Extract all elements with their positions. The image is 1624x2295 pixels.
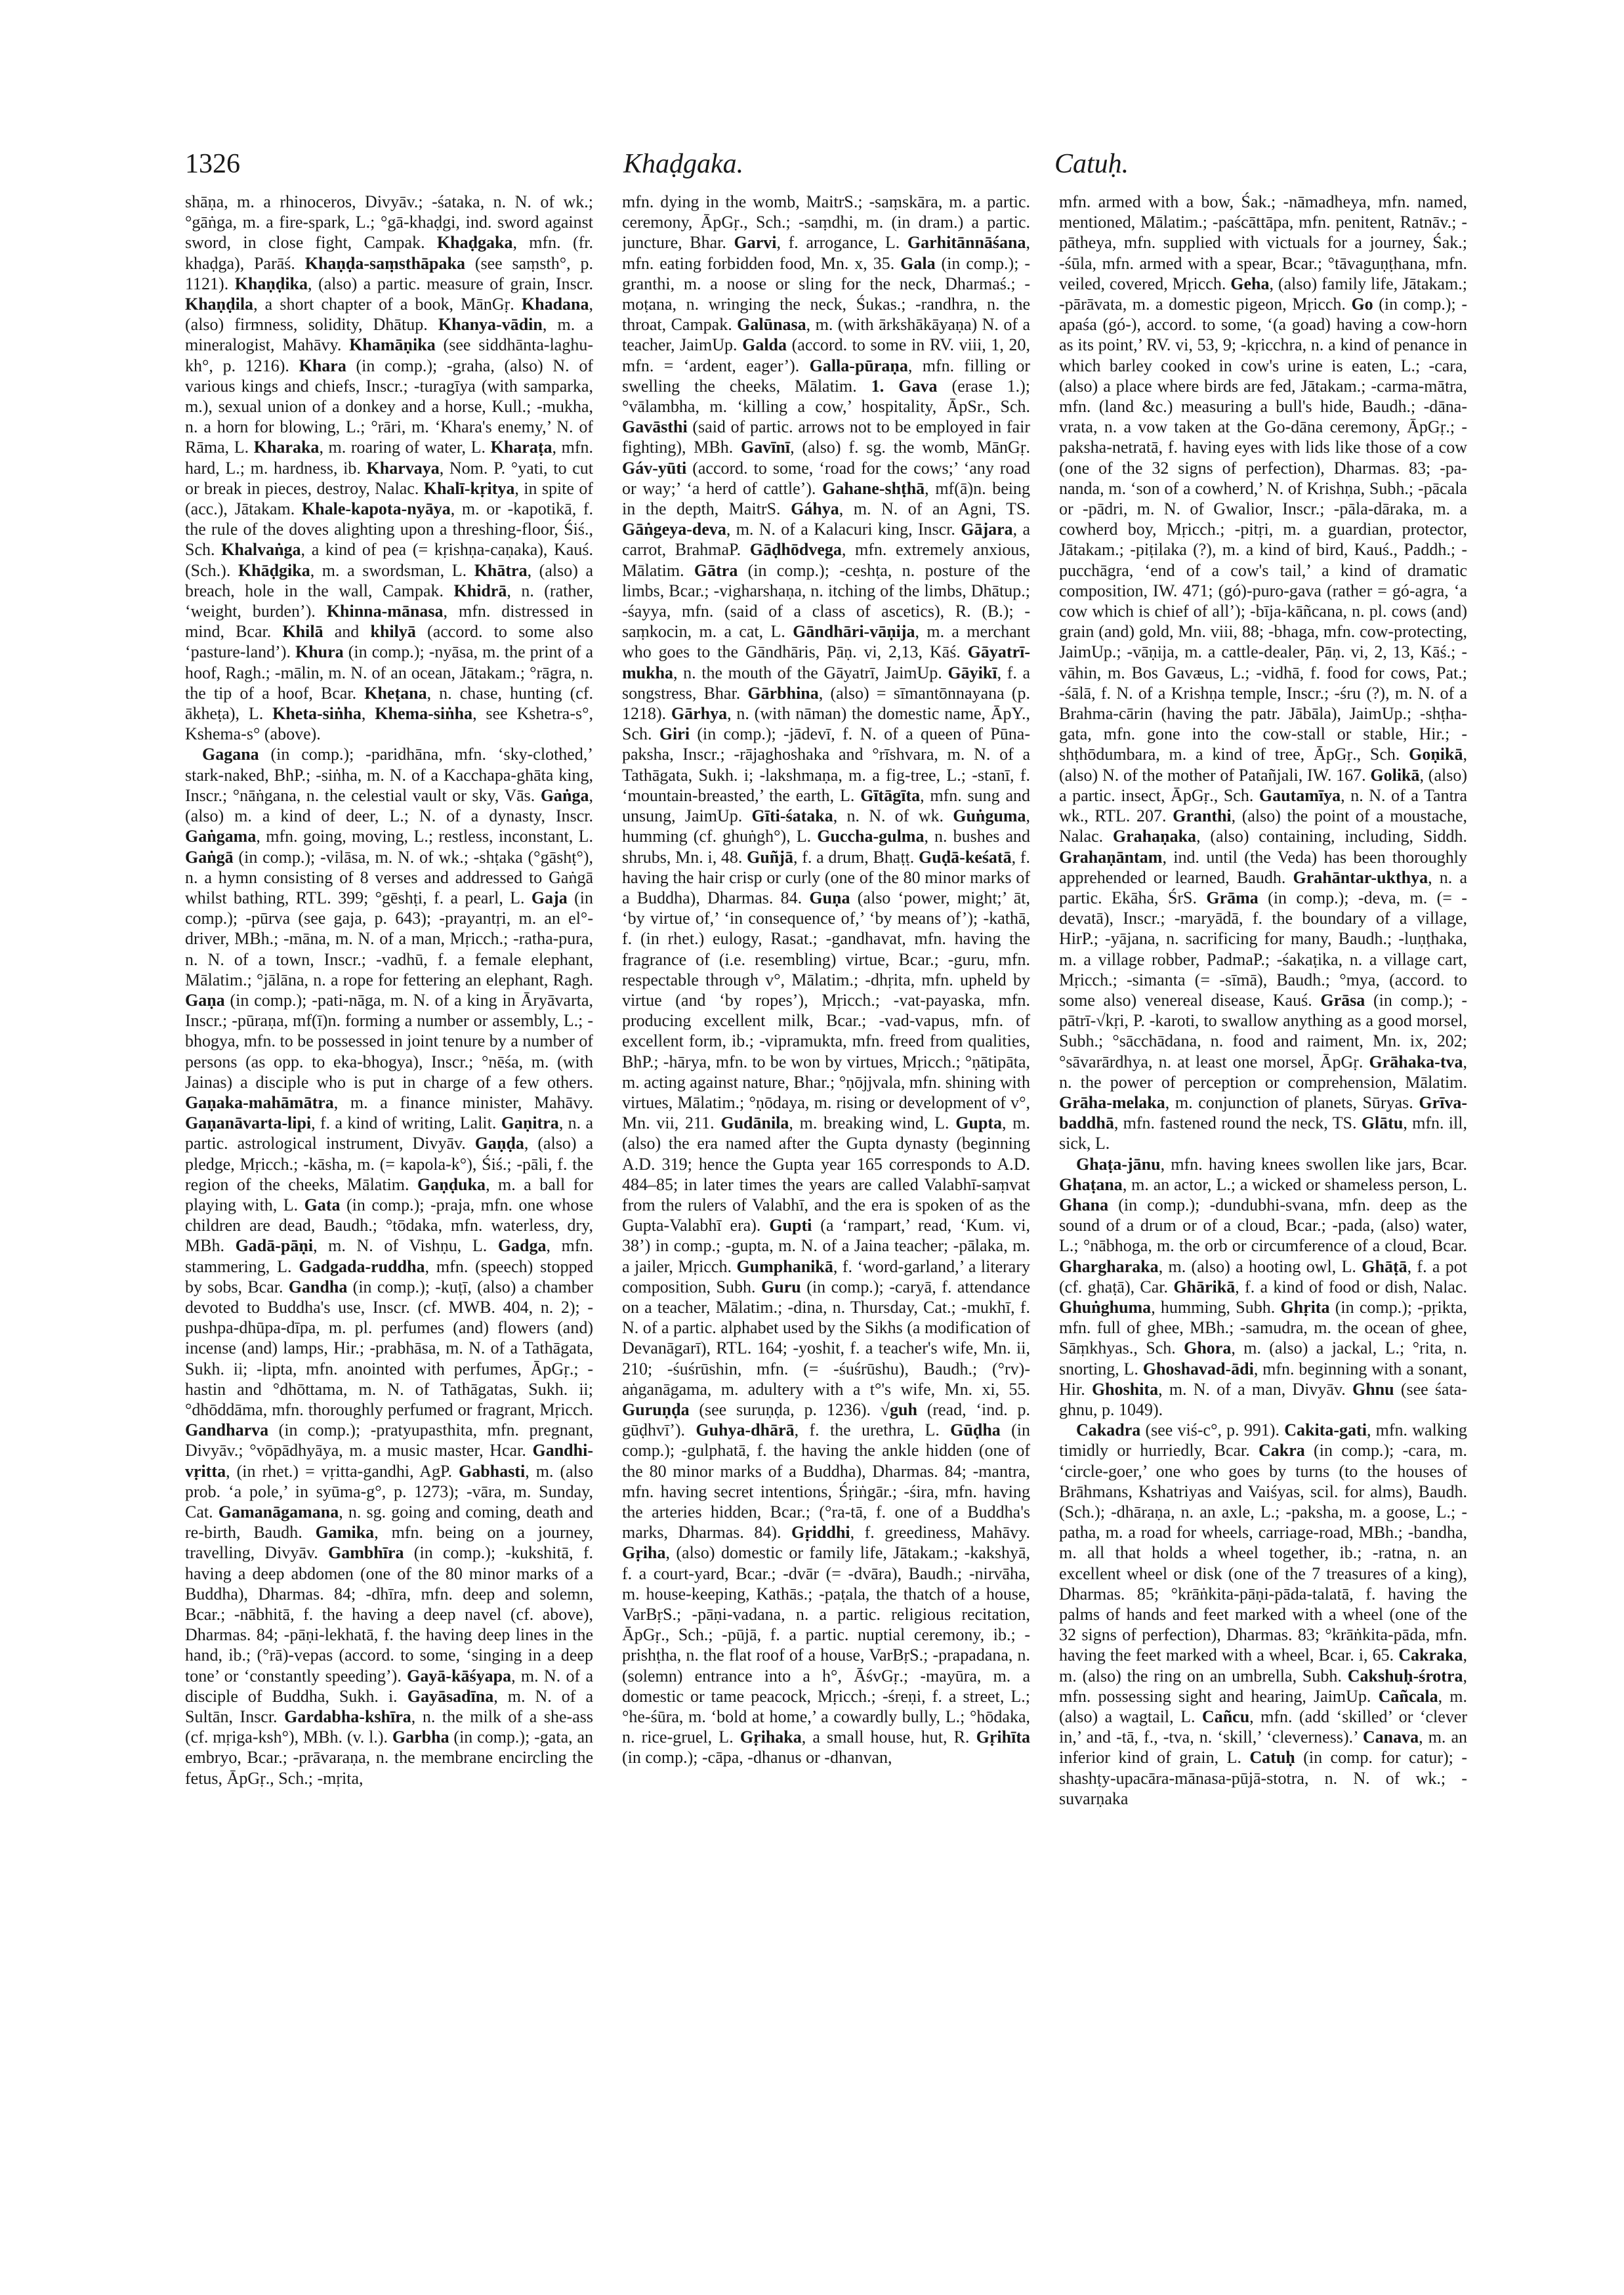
entry-text: , humming (cf. ghuṅgh°), L.: [622, 806, 1030, 846]
right-guide-word: Catuḥ.: [1054, 149, 1129, 179]
entry-paragraph: [1059, 192, 1467, 1154]
headword: Giri: [659, 724, 690, 744]
entry-text: , (also) a pledge, Mṛicch.; -kāsha, m. (= kapola-k°), Śiś.; -pāli, f. the region of the cheeks, Mālatim.: [185, 1134, 593, 1194]
headword: Geha: [1230, 274, 1270, 293]
entry-text: , mfn. having knees swollen like jars, Bcar.: [1160, 1154, 1467, 1174]
entry-text: , m. a swordsman, L.: [310, 560, 474, 580]
headword: Gandharva: [185, 1420, 269, 1440]
entry-text: and: [323, 622, 371, 642]
entry-text: , (also) the point of a moustache, Nalac.: [1059, 806, 1467, 846]
entry-text: mfn. armed with a bow, Śak.; -nāmadheya, mfn. named, mentioned, Mālatim.; -paścāttāpa, mfn. penitent, Ratnāv.; -pātheya, mfn. supplied with victuals for a journey, Śak.; -śūla, mfn. armed with a spear, Bcar.; °tāvaguṇṭhana, mfn. veiled, covered, Mṛicch.: [1059, 192, 1467, 293]
headword: Grahaṇāntam: [1059, 847, 1163, 867]
headword: Grahāntar-ukthya: [1293, 867, 1428, 887]
text-column-2: [622, 192, 1030, 2252]
entry-text: , f. a kind of writing, Lalit.: [311, 1113, 501, 1133]
entry-text: , n. (with nāman) the domestic name, ĀpY., Sch.: [622, 704, 1030, 744]
entry-text: , n. N. of a Tantra wk., RTL. 207.: [1059, 785, 1467, 826]
headword: Grīva-baddhā: [1059, 1092, 1467, 1133]
headword: Gārhya: [671, 704, 728, 724]
headword: Gaṇḍa: [474, 1134, 524, 1153]
entry-text: (accord. to some, ‘road for the cows;’ ‘any road or way;’ ‘a herd of cattle’).: [622, 458, 1030, 498]
entry-text: , m. an inferior kind of grain, L.: [1059, 1727, 1467, 1768]
entry-text: , f. the urethra, L.: [794, 1420, 951, 1440]
headword: Gaṅgama: [185, 827, 257, 846]
headword: Khura: [295, 642, 344, 662]
headword: Gṛiddhi: [791, 1523, 850, 1542]
entry-text: , m. roaring of water, L.: [319, 438, 491, 457]
entry-text: , m. a ball for playing with, L.: [185, 1174, 593, 1214]
entry-text: , m. (with ārkshākāyaṇa) N. of a teacher, JaimUp.: [622, 315, 1030, 355]
entry-text: , (in rhet.) = vṛitta-gandhi, AgP.: [226, 1461, 459, 1481]
entry-text: ,: [361, 704, 375, 724]
entry-text: (accord. to some also ‘pasture-land’).: [185, 622, 593, 662]
headword: Ghṛita: [1280, 1297, 1330, 1317]
entry-text: (in comp.); -pātrī-√kṛi, P. -karoti, to swallow anything as a good morsel, Subh.; °sācchādana, n. food and raiment, Mn. ix, 202; °sāvarārdhya, n. at least one morsel, ĀpGṛ.: [1059, 990, 1467, 1071]
headword: Gumphanikā: [736, 1256, 833, 1276]
headword: Khidrā: [453, 581, 507, 600]
headword: Khaḍgaka: [436, 233, 513, 253]
entry-text: , m. conjunction of planets, Sūryas.: [1165, 1092, 1419, 1112]
headword: Gardabha-kshīra: [284, 1707, 411, 1727]
headword: Gūḍha: [950, 1420, 1001, 1440]
entry-text: (in comp.); -graha, (also) N. of various kings and chiefs, Inscr.; -turagīya (with samparka, m.), sexual union of a donkey and a horse, Kull.; -mukha, n. a horn for blowing, L.; °rāri, m. ‘Khara's enemy,’ N. of Rāma, L.: [185, 356, 593, 457]
headword: Ghārikā: [1173, 1277, 1236, 1296]
entry-text: (in comp.); -apaśa (gó-), accord. to some, ‘(a goad) having a cow-horn as its point,’ RV. vi, 53, 9; -kṛicchra, n. a kind of penance in which barley cooked in cow's urine is eaten, L.; -cara, (also) a place where birds are fed, Jātakam.; -carma-mātra, mfn. (land &c.) measuring a bull's hide, Baudh.; -dāna-vrata, n. a vow taken at the Go-dāna ceremony, ĀpGṛ.; -paksha-netratā, f. having eyes with lids like those of a cow (one of the 32 signs of perfection), Dharmas. 83; -pa-nanda, m. ‘son of a cowherd,’ N. of Krishṇa, Subh.; -pācala or -pādri, m. N. of Gwalior, Inscr.; -pāla-dāraka, m. a cowherd boy, Mṛicch.; -pitṛi, m. a guardian, protector, Jātakam.; -piṭilaka (?), m. a kind of bird, Kauś., Paddh.; -pucchāgra, ‘end of a cow's tail,’ a kind of dramatic composition, IW. 471; (gó)-puro-gava (rather = gó-agra, ‘a cow which is chief of all’); -bīja-kāñcana, n. pl. cows (and) grain (and) gold, Mn. viii, 88; -bhaga, mfn. cow-protecting, JaimUp.; -vāṇija, m. a cattle-dealer, Pāṇ. vi, 2, 13, Kāś.; -vāhin, m. Bos Gavæus, L.; -vidhā, f. food for cows, Pat.; -śālā, f. N. of a Krishṇa temple, Inscr.; -śru (?), m. N. of a Brahma-cārin (having the patr. Jābāla), JaimUp.; -shṭha-gata, mfn. gone into the cow-stall or stable, Hir.; -shṭhōdumbara, m. a kind of tree, ĀpGṛ., Sch.: [1059, 295, 1467, 764]
headword: Gītāgīta: [860, 785, 921, 805]
entry-text: , n. the power of perception or comprehension, Mālatim.: [1059, 1052, 1467, 1092]
headword: Gupti: [769, 1216, 812, 1235]
entry-text: , m. an actor, L.; a wicked or shameless person, L.: [1122, 1174, 1467, 1194]
headword: Gamanāgamana: [218, 1502, 339, 1521]
headword: Guccha-gulma: [817, 827, 925, 846]
entry-text: (read, ‘ind. p. gūḍhvī’).: [622, 1399, 1030, 1440]
entry-text: (a ‘rampart,’ read, ‘Kum. vi, 38’) in comp.; -gupta, m. N. of a Jaina teacher; -pālaka, m. a jailer, Mṛicch.: [622, 1216, 1030, 1276]
headword: Ghoshita: [1091, 1379, 1159, 1399]
entry-text: , f. having the hair crisp or curly (one of the 80 minor marks of a Buddha), Dharmas. 84.: [622, 847, 1030, 907]
entry-text: , a kind of pea (= kṛishṇa-caṇaka), Kauś. (Sch.).: [185, 540, 593, 580]
headword: Gāḍhōdvega: [749, 540, 842, 560]
entry-text: , f. a songstress, Bhar.: [622, 663, 1030, 703]
headword: Khale-kapota-nyāya: [301, 499, 451, 519]
entry-paragraph: [185, 192, 593, 744]
headword: Glātu: [1361, 1113, 1404, 1133]
headword: Garhitānnāśana: [907, 233, 1026, 253]
entry-text: , (also) family life, Jātakam.; -pārāvata, m. a domestic pigeon, Mṛicch.: [1059, 274, 1467, 314]
entry-text: , mfn. stammering, L.: [185, 1236, 593, 1276]
headword: Gaṇitra: [501, 1113, 559, 1133]
headword: Gāyatrī-mukha: [622, 642, 1030, 682]
headword: Gṛiha: [622, 1543, 666, 1563]
entry-text: (in comp.); -gulphatā, f. the having the ankle hidden (one of the 80 minor marks of a Buddha), Dharmas. 84; -mantra, mfn. having secret intentions, Śṛiṅgār.; -śira, mfn. having the arteries hidden, Bcar.; (°ra-tā, f. one of a Buddha's marks, Dharmas. 84).: [622, 1420, 1030, 1542]
entry-text: , (also) f. sg. the womb, MānGṛ.: [790, 438, 1030, 457]
entry-text: , m. N. of an Agni, TS.: [839, 499, 1030, 519]
page-number: 1326: [185, 149, 240, 179]
headword: Ghāṭā: [1362, 1256, 1407, 1276]
headword: Guñjā: [747, 847, 793, 867]
text-column-3: [1059, 192, 1467, 2252]
entry-text: , mf(ā)n. being in the depth, MaitrS.: [622, 478, 1030, 519]
entry-text: (in comp.); -praja, mfn. one whose children are dead, Baudh.; °tōdaka, mfn. waterless, dry, MBh.: [185, 1195, 593, 1256]
entry-text: , m. or -kapotikā, f. the rule of the doves alighting upon a threshing-floor, Śiś., Sch.: [185, 499, 593, 560]
headword: Gṛihaka: [739, 1727, 802, 1747]
headword: Garbha: [392, 1727, 449, 1747]
entry-text: (in comp.); -ceshṭa, n. posture of the limbs, Bcar.; -vigharshaṇa, n. itching of the limbs, Dhātup.; -śayya, mfn. (said of a class of ascetics), R. (B.); -saṃkocin, m. a cat, L.: [622, 560, 1030, 642]
entry-paragraph: [185, 744, 593, 1788]
entry-text: , m. N. of a Kalacuri king, Inscr.: [726, 520, 961, 539]
headword: Grāsa: [1320, 990, 1365, 1010]
headword: Kharaka: [253, 438, 320, 457]
entry-text: (in comp.); -deva, m. (= -devatā), Inscr.; -maryādā, f. the boundary of a village, HirP.; -yājana, n. sacrificing for many, Baudh.; -luṇṭhaka, m. a village robber, PadmaP.; -śakaṭika, n. a village cart, Mṛicch.; -simanta (= -sīmā), Baudh.; °mya, (accord. to some also) venereal disease, Kauś.: [1059, 888, 1467, 1010]
entry-text: , n. the mouth of the Gāyatrī, JaimUp.: [673, 663, 948, 682]
headword: Guhya-dhārā: [696, 1420, 795, 1440]
entry-text: , m. (also) the era named after the Gupta dynasty (beginning A.D. 319; hence the Gupta year 165 corresponds to A.D. 484–85; in later times the years are called Valabhī-saṃvat from the rulers of Valabhī, and the era is spoken of as the Gupta-Valabhī era).: [622, 1113, 1030, 1235]
entry-text: , mfn. extremely anxious, Mālatim.: [622, 540, 1030, 580]
headword: Kheṭana: [364, 683, 427, 703]
entry-text: (also ‘power, might;’ āt, ‘by virtue of,’ ‘in consequence of,’ ‘by means of’); -kathā, f. (in rhet.) eulogy, Rasat.; -gandhavat, mfn. having the fragrance of (i.e. resembling) virtue, Bcar.; -guru, mfn. respectable through v°, Mālatim.; -dhṛita, mfn. upheld by virtue (and ‘by ropes’), Mṛicch.; -vat-payaska, mfn. producing excellent milk, Bcar.; -vad-vapus, mfn. of excellent form, ib.; -vipramukta, mfn. freed from qualities, BhP.; -hārya, mfn. to be won by virtues, Mṛicch.; °ṇātipāta, m. acting against nature, Bhar.; °ṇōjjvala, mfn. shining with virtues, Mālatim.; °ṇōdaya, m. rising or development of v°, Mn. vii, 211.: [622, 888, 1030, 1133]
entry-text: , (also) m. a kind of deer, L.; N. of a dynasty, Inscr.: [185, 785, 593, 826]
headword: Grahaṇaka: [1112, 827, 1197, 846]
entry-text: , (also) a breach, hole in the wall, Campak.: [185, 560, 593, 600]
entry-text: , m. (also prob. ‘a pole,’ in syūma-g°, p. 1273); -vāra, m. Sunday, Cat.: [185, 1461, 593, 1521]
headword: Gaṇaka-mahāmātra: [185, 1092, 334, 1112]
headword: Gahane-shṭhā: [822, 478, 925, 498]
entry-text: (in comp.); -kukshitā, f. having a deep abdomen (one of the 80 minor marks of a Buddha), Dharmas. 84; -dhīra, mfn. deep and solemn, Bcar.; -nābhitā, f. the having a deep navel (cf. above), Dharmas. 84; -pāṇi-lekhatā, f. the having deep lines in the hand, ib.; (°rā)-vepas (accord. to some, ‘singing in a deep tone’ or ‘constantly speeding’).: [185, 1543, 593, 1685]
headword: Gayā-kāśyapa: [407, 1666, 512, 1685]
entry-text: , mfn. filling or swelling the cheeks, Mālatim.: [622, 356, 1030, 396]
entry-text: , mfn. fastened round the neck, TS.: [1114, 1113, 1362, 1133]
headword: Guruṇḍa: [622, 1399, 690, 1419]
headword: Ghoshavad-ādi: [1142, 1359, 1254, 1378]
entry-text: (erase 1.); °vālambha, m. ‘killing a cow,’ hospitality, ĀpSr., Sch.: [622, 376, 1030, 417]
headword: Gāndhāri-vāṇija: [793, 622, 915, 642]
headword: Khinna-mānasa: [326, 602, 444, 621]
entry-text: , mfn. being on a journey, travelling, Divyāv.: [185, 1523, 593, 1563]
entry-text: , (also) a partic. measure of grain, Inscr.: [308, 274, 593, 293]
entry-text: (in comp.); -pati-nāga, m. N. of a king in Āryāvarta, Inscr.; -pūraṇa, mf(ī)n. forming a number or assembly, L.; -bhogya, mfn. to be possessed in joint tenure by a number of persons (as opp. to eka-bhogya), Inscr.; °nēśa, m. (with Jainas) a disciple who is put in charge of a few others.: [185, 990, 593, 1092]
entry-text: , m. N. of a Sultān, Inscr.: [185, 1686, 593, 1727]
headword: Canava: [1362, 1727, 1419, 1747]
headword: Gāṅgeya-deva: [622, 520, 726, 539]
headword: Gaṇanāvarta-lipi: [185, 1113, 312, 1133]
headword: Ghargharaka: [1059, 1256, 1159, 1276]
headword: Cakraka: [1398, 1645, 1463, 1665]
headword: Gaṇa: [185, 990, 225, 1010]
entry-text: , m. (also) a hooting owl, L.: [1158, 1256, 1362, 1276]
entry-text: , (also) containing, including, Siddh.: [1196, 827, 1467, 846]
page-header: [185, 146, 1472, 182]
entry-text: (said of partic. arrows not to be employed in fair fighting), MBh.: [622, 417, 1030, 457]
headword: Khalvaṅga: [221, 540, 301, 560]
headword: Gaja: [531, 888, 568, 907]
entry-text: , n. a partic. Ekāha, ŚrS.: [1059, 867, 1467, 907]
headword: Gupta: [955, 1113, 1003, 1133]
entry-text: , mfn. (speech) stopped by sobs, Bcar.: [185, 1256, 593, 1296]
headword: Kharaṭa: [490, 438, 552, 457]
headword: Guṇa: [809, 888, 850, 907]
entry-text: (in comp.); -cāpa, -dhanus or -dhanvan,: [622, 1748, 892, 1768]
entry-text: (in comp.); -gata, an embryo, Bcar.; -prāvaraṇa, n. the membrane encircling the fetus, ĀpGṛ., Sch.; -mṛita,: [185, 1727, 593, 1788]
entry-text: , in spite of (acc.), Jātakam.: [185, 478, 593, 519]
entry-text: , a short chapter of a book, MānGṛ.: [253, 295, 522, 314]
headword: Khāḍgika: [238, 560, 310, 580]
headword: Grāha-melaka: [1059, 1092, 1165, 1112]
entry-text: (in comp.); -pūrva (see gaja, p. 643); -prayantṛi, m. an el°-driver, MBh.; -māna, m. N. of a man, Mṛicch.; -ratha-pura, n. N. of a town, Inscr.; -vadhū, f. a female elephant, Mālatim.; °jālāna, n. a rope for fettering an elephant, Ragh.: [185, 888, 593, 989]
entry-text: , m. a mineralogist, Mahāvy.: [185, 315, 593, 355]
headword: Ghuṅghuma: [1059, 1297, 1152, 1317]
headword: Cakshuḥ-śrotra: [1347, 1666, 1463, 1685]
headword: Gáhya: [791, 499, 839, 519]
entry-text: , mfn. hard, L.; m. hardness, ib.: [185, 438, 593, 478]
headword: Galda: [742, 335, 787, 355]
entry-text: , (also) domestic or family life, Jātakam.; -kakshyā, f. a court-yard, Bcar.; -dvār (= -dvāra), Baudh.; -nirvāha, m. house-keeping, Kathās.; -paṭala, the thatch of a house, VarBṛS.; -pāṇi-vadana, n. a partic. religious recitation, ĀpGṛ., Sch.; -pūjā, f. a partic. nuptial ceremony, ib.; -prishṭha, n. the flat roof of a house, VarBṛS.; -prapadana, n. (solemn) entrance into a h°, ĀśvGṛ.; -mayūra, m. a domestic or tame peacock, Mṛicch.; -śreṇi, f. a street, L.; °he-śūra, m. ‘bold at home,’ a cowardly bully, L.; °hōdaka, n. rice-gruel, L.: [622, 1543, 1030, 1747]
headword: Cakita-gati: [1284, 1420, 1367, 1440]
headword: Gandhi-vṛitta: [185, 1441, 593, 1481]
entry-text: , ind. until (the Veda) has been thoroughly apprehended or learned, Baudh.: [1059, 847, 1467, 887]
entry-text: (in comp.); -pṛikta, mfn. full of ghee, MBh.; -samudra, m. the ocean of ghee, Sāṃkhyas., Sch.: [1059, 1297, 1467, 1358]
entry-text: (see saṃsth°, p. 1121).: [185, 253, 593, 293]
entry-text: , n. chase, hunting (cf. ākheṭa), L.: [185, 683, 593, 724]
entry-text: , a carrot, BrahmaP.: [622, 520, 1030, 560]
headword: Khadana: [521, 295, 589, 314]
headword: Kharvaya: [366, 458, 440, 478]
headword: Ghana: [1059, 1195, 1109, 1214]
headword: Khalī-kṛitya: [423, 478, 515, 498]
headword: Gadgada-ruddha: [299, 1256, 425, 1276]
headword: Cañcu: [1201, 1707, 1250, 1727]
headword: Go: [1351, 295, 1373, 314]
entry-text: , (also) N. of the mother of Patañjali, IW. 167.: [1059, 745, 1467, 785]
headword: Grāhaka-tva: [1369, 1052, 1463, 1071]
entry-text: , f. a kind of food or dish, Nalac.: [1235, 1277, 1467, 1296]
entry-text: (in comp.); -pratyupasthita, mfn. pregnant, Divyāv.; °vōpādhyāya, m. a music master, Hcar.: [185, 1420, 593, 1460]
entry-text: , (also) firmness, solidity, Dhātup.: [185, 295, 593, 335]
headword: √guh: [880, 1399, 917, 1419]
headword: Kheta-siṅha: [272, 704, 362, 724]
entry-text: (in comp.); -vilāsa, m. N. of wk.; -shṭaka (°gāshṭ°), n. a hymn consisting of 8 verses and addressed to Gaṅgā whilst bathing, RTL. 399; °gēshṭi, f. a pearl, L.: [185, 847, 593, 907]
headword: Ghaṭana: [1059, 1174, 1123, 1194]
headword: Gudānila: [720, 1113, 789, 1133]
headword: Grāma: [1206, 888, 1259, 907]
headword: Khara: [299, 356, 346, 375]
headword: Gaṅgā: [185, 847, 234, 867]
entry-paragraph: [622, 192, 1030, 1768]
entry-text: , mfn. (fr. khaḍga), Parāś.: [185, 233, 593, 273]
text-column-1: [185, 192, 593, 2252]
headword: Gadga: [497, 1236, 547, 1256]
entry-text: , m. (also) the ring on an umbrella, Subh.: [1059, 1645, 1467, 1685]
entry-text: , n. the milk of a she-ass (cf. mṛiga-ksh°), MBh. (v. l.).: [185, 1707, 593, 1747]
entry-text: , (also) = sīmantōnnayana (p. 1218).: [622, 683, 1030, 724]
headword: Guru: [761, 1277, 801, 1296]
entry-text: , mfn. (add ‘skilled’ or ‘clever in,’ and -tā, f., -tva, n. ‘skill,’ ‘cleverness).’: [1059, 1707, 1467, 1747]
entry-paragraph: [1059, 1420, 1467, 1809]
headword: Gautamīya: [1259, 785, 1341, 805]
entry-text: (see suruṇḍa, p. 1236).: [689, 1399, 881, 1419]
headword: Gavīnī: [740, 438, 791, 457]
entry-text: , n. a partic. astrological instrument, Divyāv.: [185, 1113, 593, 1153]
headword: 1. Gava: [871, 376, 938, 396]
entry-paragraph: [1059, 1154, 1467, 1420]
left-guide-word: Khaḍgaka.: [623, 149, 744, 179]
headword: Gātra: [694, 560, 738, 580]
entry-text: , mfn. possessing sight and hearing, JaimUp.: [1059, 1666, 1467, 1706]
headword: Khema-siṅha: [375, 704, 473, 724]
entry-text: (accord. to some in RV. viii, 1, 20, mfn. = ‘ardent, eager’).: [622, 335, 1030, 375]
headword: Ghnu: [1352, 1379, 1394, 1399]
headword: Galla-pūraṇa: [809, 356, 908, 375]
entry-text: , f. a drum, Bhaṭṭ.: [793, 847, 919, 867]
entry-text: , mfn. ill, sick, L.: [1059, 1113, 1467, 1153]
entry-text: (see siddhānta-laghu-kh°, p. 1216).: [185, 335, 593, 375]
entry-text: (in comp.); -cara, m. ‘circle-goer,’ one who goes by turns (to the houses of Brāhmans, Kshatriyas and Vaiśyas, scil. for alms), Baudh. (Sch.); -dhāraṇa, n. an axle, L.; -paksha, m. a goose, L.; -patha, m. a road for wheels, carriage-road, MBh.; -bandha, m. all that holds a wheel together, ib.; -ratna, n. an excellent wheel or disk (one of the 7 treasures of a king), Dharmas. 85; °krāṅkita-pāṇi-pāda-talatā, f. having the palms of hands and feet marked with a wheel (one of the 32 signs of perfection), Dharmas. 83; °krāṅkita-pāda, mfn. having the feet marked with a wheel, Bcar. i, 65.: [1059, 1441, 1467, 1665]
entry-text: (in comp.); -caryā, f. attendance on a teacher, Mālatim.; -dina, n. Thursday, Cat.; -mukhī, f. N. of a partic. alphabet used by the Sikhs (a modification of Devanāgarī), RTL. 164; -yoshit, f. a teacher's wife, Mn. ii, 210; -śuśrūshin, mfn. (= -śuśrūshu), Baudh.; (°rv)-aṅganāgama, m. adultery with a t°'s wife, Mn. xi, 55.: [622, 1277, 1030, 1399]
headword: khilyā: [370, 622, 416, 642]
headword: Khaṇḍila: [185, 295, 254, 314]
entry-text: , mfn. walking timidly or hurriedly, Bcar.: [1059, 1420, 1467, 1460]
entry-text: shāṇa, m. a rhinoceros, Divyāv.; -śataka, n. N. of wk.; °gāṅga, m. a fire-spark, L.; °gā-khaḍgi, ind. sword against sword, in close fight, Campak.: [185, 192, 593, 253]
entry-text: (in comp. for catur); -shashṭy-upacāra-mānasa-pūjā-stotra, n. N. of wk.; -suvarṇaka: [1059, 1748, 1467, 1808]
headword: Khaṇḍika: [234, 274, 308, 293]
entry-text: , mfn. going, moving, L.; restless, inconstant, L.: [256, 827, 593, 846]
entry-text: , m. (also) a jackal, L.; °rita, n. snorting, L.: [1059, 1338, 1467, 1378]
headword: Gṛihīta: [976, 1727, 1030, 1747]
headword: Catuḥ: [1249, 1748, 1295, 1768]
headword: Ghaṭa-jānu: [1076, 1154, 1161, 1174]
entry-text: , m. a finance minister, Mahāvy.: [333, 1092, 593, 1112]
headword: Khamāṇika: [349, 335, 436, 355]
entry-text: , f. a pot (cf. ghaṭā), Car.: [1059, 1256, 1467, 1296]
entry-text: , n. sg. going and coming, death and re-birth, Baudh.: [185, 1502, 593, 1542]
entry-text: , mfn. sung and unsung, JaimUp.: [622, 785, 1030, 826]
headword: Cakadra: [1076, 1420, 1141, 1440]
headword: Khilā: [282, 622, 323, 642]
headword: Khanya-vādin: [438, 315, 543, 335]
headword: Granthi: [1173, 806, 1232, 826]
headword: Guṅguma: [953, 806, 1026, 826]
entry-text: , n. bushes and shrubs, Mn. i, 48.: [622, 827, 1030, 867]
headword: Gandha: [288, 1277, 348, 1296]
entry-text: , f. arrogance, L.: [776, 233, 907, 253]
headword: Ghora: [1184, 1338, 1232, 1358]
entry-text: , a small house, hut, R.: [801, 1727, 976, 1747]
headword: Guḍā-keśatā: [919, 847, 1012, 867]
headword: Khaṇḍa-saṃsthāpaka: [304, 253, 465, 273]
entry-text: (in comp.); -paridhāna, mfn. ‘sky-clothed,’ stark-naked, BhP.; -siṅha, m. N. of a Kacchapa-ghāta king, Inscr.; °nāṅgana, n. the celestial vault or sky, Vās.: [185, 745, 593, 805]
headword: Khātra: [474, 560, 528, 580]
headword: Gārbhina: [747, 683, 819, 703]
entry-text: , m. N. of a man, Divyāv.: [1158, 1379, 1352, 1399]
entry-text: (in comp.); -dundubhi-svana, mfn. deep as the sound of a drum or of a cloud, Bcar.; -pada, (also) water, L.; °nābhoga, m. the orb or circumference of a cloud, Bcar.: [1059, 1195, 1467, 1256]
entry-text: , m. a merchant who goes to the Gāndhāris, Pāṇ. vi, 2,13, Kāś.: [622, 622, 1030, 662]
entry-text: , n. N. of wk.: [833, 806, 953, 826]
entry-text: , mfn. distressed in mind, Bcar.: [185, 602, 593, 642]
entry-text: (see viś-c°, p. 991).: [1140, 1420, 1285, 1440]
headword: Gambhīra: [327, 1543, 404, 1563]
text-columns: [185, 192, 1472, 2252]
entry-text: , m. (also) a wagtail, L.: [1059, 1686, 1467, 1727]
entry-text: (in comp.); -kuṭī, (also) a chamber devoted to Buddha's use, Inscr. (cf. MWB. 404, n. 2); -pushpa-dhūpa-dīpa, m. pl. perfumes (and) flowers (and) incense (and) lamps, Hir.; -prabhāsa, m. N. of a Tathāgata, Sukh. ii; -lipta, mfn. anointed with perfumes, ĀpGṛ.; -hastin and °dhōttama, m. N. of Tathāgatas, Sukh. ii; °dhōddāma, mfn. thoroughly perfumed or fragrant, Mṛicch.: [185, 1277, 593, 1419]
entry-text: , f. greediness, Mahāvy.: [850, 1523, 1030, 1542]
entry-text: , f. ‘word-garland,’ a literary composition, Subh.: [622, 1256, 1030, 1296]
headword: Cakra: [1259, 1441, 1305, 1460]
headword: Goṇikā: [1409, 745, 1463, 764]
entry-text: , m. N. of a disciple of Buddha, Sukh. i.: [185, 1666, 593, 1706]
headword: Garvi: [734, 233, 777, 253]
headword: Gāyikī: [947, 663, 997, 682]
headword: Gadā-pāṇi: [235, 1236, 314, 1256]
headword: Golikā: [1370, 765, 1420, 785]
entry-text: , mfn. eating forbidden food, Mn. x, 35.: [622, 233, 1030, 273]
headword: Gayāsadīna: [407, 1686, 494, 1706]
entry-text: , see Kshetra-s°, Kshema-s° (above).: [185, 704, 593, 744]
headword: Gata: [304, 1195, 341, 1214]
entry-text: , m. N. of Vishṇu, L.: [313, 1236, 498, 1256]
entry-text: , Nom. P. °yati, to cut or break in pieces, destroy, Nalac.: [185, 458, 593, 498]
entry-text: , mfn. beginning with a sonant, Hir.: [1059, 1359, 1467, 1399]
headword: Gamika: [315, 1523, 375, 1542]
headword: Gaṇḍuka: [417, 1174, 486, 1194]
entry-text: , m. breaking wind, L.: [789, 1113, 956, 1133]
headword: Gáv-yūti: [622, 458, 687, 478]
headword: Gavāsthi: [622, 417, 688, 437]
headword: Gīti-śataka: [751, 806, 833, 826]
headword: Gala: [900, 253, 936, 273]
headword: Gabhasti: [459, 1461, 526, 1481]
headword: Gaṅga: [540, 785, 589, 805]
entry-text: , n. (rather, ‘weight, burden’).: [185, 581, 593, 621]
entry-text: mfn. dying in the womb, MaitrS.; -saṃskāra, m. a partic. ceremony, ĀpGṛ., Sch.; -saṃdhi, m. (in dram.) a partic. juncture, Bhar.: [622, 192, 1030, 253]
entry-text: (in comp.); -granthi, m. a noose or sling for the neck, Dharmaś.; -moṭana, n. wringing the neck, Śukas.; -randhra, n. the throat, Campak.: [622, 253, 1030, 335]
entry-text: (see śata-ghnu, p. 1049).: [1059, 1379, 1467, 1419]
entry-text: , (also) a partic. insect, ĀpGṛ., Sch.: [1059, 765, 1467, 805]
headword: Gagana: [202, 745, 259, 764]
entry-text: (in comp.); -jādevī, f. N. of a queen of Pūna-paksha, Inscr.; -rājaghoshaka and °rīshvara, m. N. of a Tathāgata, Sukh. i; -lakshmaṇa, m. a fig-tree, L.; -stanī, f. ‘mountain-breasted,’ the earth, L.: [622, 724, 1030, 805]
headword: Cañcala: [1378, 1686, 1438, 1706]
headword: Galūnasa: [737, 315, 806, 335]
entry-text: , humming, Subh.: [1151, 1297, 1281, 1317]
entry-text: (in comp.); -nyāsa, m. the print of a hoof, Ragh.; -mālin, m. N. of an ocean, Jātakam.; °rāgra, n. the tip of a hoof, Bcar.: [185, 642, 593, 703]
headword: Gājara: [961, 520, 1013, 539]
